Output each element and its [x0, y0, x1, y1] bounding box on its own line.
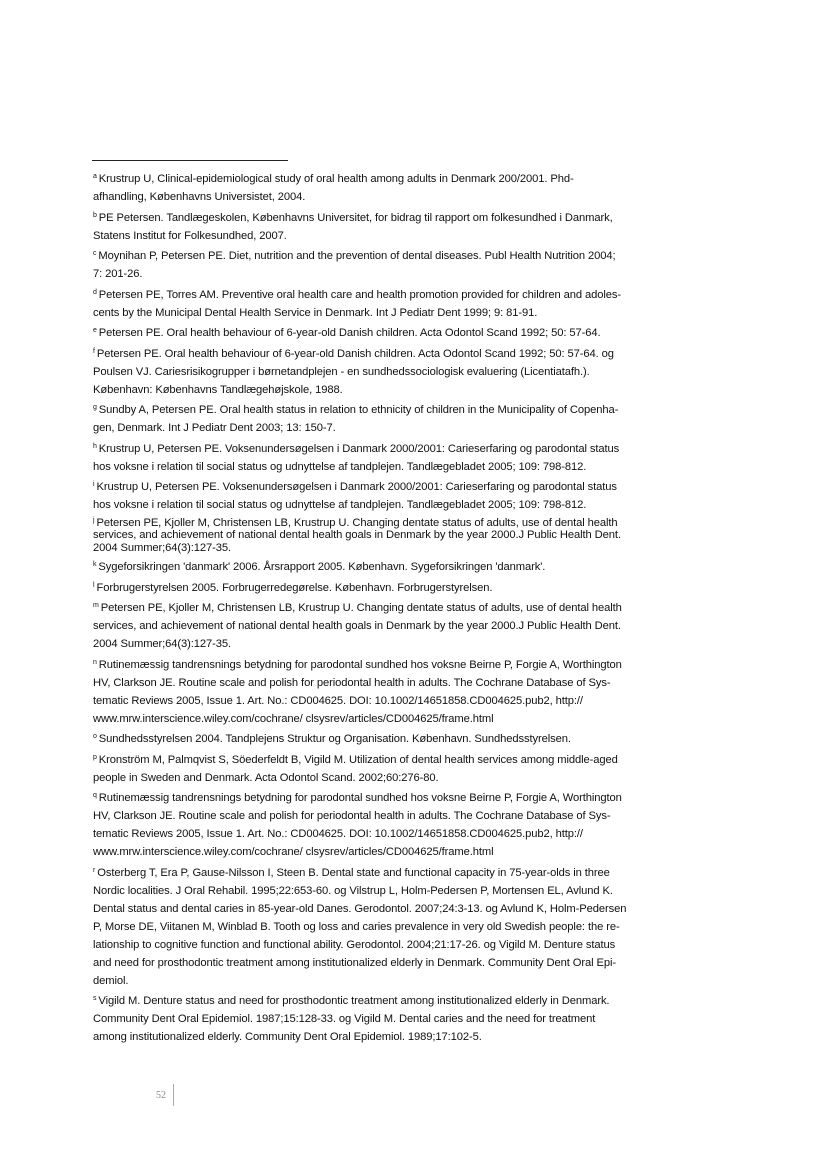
- footnote-line: www.mrw.interscience.wiley.com/cochrane/ clsysrev/articles/CD004625/frame.html: [93, 846, 494, 858]
- footnote-line: services, and achievement of national dental health goals in Denmark by the year 2000.J Public Health Dent.: [93, 620, 621, 632]
- footnote-line: Sygeforsikringen 'danmark' 2006. Årsrapport 2005. København. Sygeforsikringen 'danmark'.: [98, 561, 546, 573]
- footnote-a: [93, 170, 703, 206]
- footnote-marker: l: [93, 581, 95, 589]
- footnote-b: [93, 209, 703, 245]
- footnote-line: and need for prosthodontic treatment among institutionalized elderly in Denmark. Community Dent Oral Epi-: [93, 956, 617, 969]
- footnote-line: Krustrup U, Clinical-epidemiological study of oral health among adults in Denmark 200/2001. Phd-: [98, 173, 574, 185]
- footnote-marker: j: [93, 516, 95, 524]
- footnote-p: [93, 751, 703, 787]
- footnote-line: demiol.: [93, 974, 129, 987]
- footnote-i: [93, 478, 703, 514]
- footnote-line: HV, Clarkson JE. Routine scale and polish for periodontal health in adults. The Cochrane Database of Sys-: [93, 810, 611, 822]
- footnote-line: Petersen PE. Oral health behaviour of 6-year-old Danish children. Acta Odontol Scand 1992; 50: 57-64. og: [96, 347, 614, 360]
- footnote-marker: a: [93, 173, 97, 180]
- footnote-marker: m: [93, 602, 99, 609]
- footnote-line: people in Sweden and Denmark. Acta Odontol Scand. 2002;60:276-80.: [93, 771, 439, 784]
- footnote-line: cents by the Municipal Dental Health Service in Denmark. Int J Pediatr Dent 1999; 9: 81-91.: [93, 306, 538, 319]
- footnote-line: Krustrup U, Petersen PE. Voksenundersøgelsen i Danmark 2000/2001: Carieserfaring og parodontal status: [96, 481, 617, 493]
- footnote-marker: e: [93, 327, 97, 334]
- footnote-q: [93, 789, 703, 861]
- footnote-line: Petersen PE, Torres AM. Preventive oral health care and health promotion provided for children and adoles-: [98, 288, 621, 301]
- footnote-line: Forbrugerstyrelsen 2005. Forbrugerredegørelse. København. Forbrugerstyrelsen.: [96, 581, 493, 594]
- page-number: 52: [156, 1090, 166, 1101]
- footnote-line: Osterberg T, Era P, Gause-Nilsson I, Steen B. Dental state and functional capacity in 75-year-olds in three: [97, 866, 610, 879]
- footnote-line: Kronström M, Palmqvist S, Söederfeldt B, Vigild M. Utilization of dental health services among middle-aged: [98, 753, 618, 766]
- footnote-marker: p: [93, 753, 97, 761]
- footnote-marker: r: [93, 866, 96, 874]
- footnote-line: 7: 201-26.: [93, 268, 143, 280]
- footnotes-list: [93, 170, 703, 1049]
- footnote-line: hos voksne i relation til social status og udnyttelse af tandplejen. Tandlægebladet 2005; 109: 798-812.: [93, 460, 587, 473]
- footnote-line: 2004 Summer;64(3):127-35.: [93, 541, 232, 554]
- footnote-line: Sundby A, Petersen PE. Oral health status in relation to ethnicity of children in the Municipality of Copenha-: [98, 404, 619, 416]
- footnote-marker: h: [93, 442, 97, 450]
- footnote-line: www.mrw.interscience.wiley.com/cochrane/ clsysrev/articles/CD004625/frame.html: [93, 712, 494, 725]
- footnote-f: [93, 345, 703, 399]
- footnote-line: gen, Denmark. Int J Pediatr Dent 2003; 13: 150-7.: [93, 422, 336, 434]
- footnote-line: services, and achievement of national dental health goals in Denmark by the year 2000.J Public Health Dent.: [93, 529, 621, 541]
- footnote-marker: b: [93, 211, 97, 219]
- footnote-m: [93, 599, 703, 653]
- footnote-g: [93, 401, 703, 437]
- footnote-line: Dental status and dental caries in 85-year-old Danes. Gerodontol. 2007;24:3-13. og Avlund K, Holm-Pedersen: [93, 902, 627, 915]
- footnote-line: P, Morse DE, Viitanen M, Winblad B. Tooth og loss and caries prevalence in very old Swedish people: the re-: [93, 920, 620, 933]
- footnote-c: [93, 247, 703, 283]
- footnote-s: [93, 992, 703, 1046]
- footnote-h: [93, 440, 703, 476]
- footnote-line: Sundhedsstyrelsen 2004. Tandplejens Struktur og Organisation. København. Sundhedsstyrelsen.: [98, 733, 571, 745]
- footnote-line: 2004 Summer;64(3):127-35.: [93, 638, 232, 650]
- footnote-line: lationship to cognitive function and functional ability. Gerodontol. 2004;21:17-26. og Vigild M. Denture status: [93, 938, 616, 951]
- footnote-line: afhandling, Københavns Universistet, 2004.: [93, 191, 306, 203]
- footnote-line: tematic Reviews 2005, Issue 1. Art. No.: CD004625. DOI: 10.1002/14651858.CD004625.pub2, http://: [93, 828, 583, 840]
- footnote-marker: f: [93, 347, 95, 355]
- footnote-d: [93, 286, 703, 322]
- footnote-line: Nordic localities. J Oral Rehabil. 1995;22:653-60. og Vilstrup L, Holm-Pedersen P, Mortensen EL, Avlund K.: [93, 884, 613, 897]
- footnote-line: Moynihan P, Petersen PE. Diet, nutrition and the prevention of dental diseases. Publ Health Nutrition 2004;: [98, 250, 616, 262]
- footnote-marker: g: [93, 404, 97, 411]
- footnote-line: Rutinemæssig tandrensnings betydning for parodontal sundhed hos voksne Beirne P, Forgie A, Worthington: [98, 658, 622, 671]
- footnote-line: HV, Clarkson JE. Routine scale and polish for periodontal health in adults. The Cochrane Database of Sys-: [93, 676, 611, 689]
- footnote-o: [93, 730, 703, 748]
- footnote-marker: n: [93, 658, 97, 666]
- footnote-marker: c: [93, 250, 97, 257]
- footnote-line: Petersen PE, Kjoller M, Christensen LB, Krustrup U. Changing dentate status of adults, use of dental health: [100, 602, 622, 614]
- footnote-line: Krustrup U, Petersen PE. Voksenundersøgelsen i Danmark 2000/2001: Carieserfaring og parodontal status: [98, 442, 620, 455]
- footnote-line: Petersen PE. Oral health behaviour of 6-year-old Danish children. Acta Odontol Scand 1992; 50: 57-64.: [98, 327, 601, 339]
- footnote-line: among institutionalized elderly. Community Dent Oral Epidemiol. 1989;17:102-5.: [93, 1031, 482, 1043]
- footnote-marker: d: [93, 288, 97, 296]
- footnote-e: [93, 324, 703, 342]
- footnote-line: PE Petersen. Tandlægeskolen, Københavns Universitet, for bidrag til rapport om folkesundhed i Danmark,: [98, 211, 613, 224]
- footnote-separator-rule: [92, 160, 288, 161]
- footnote-marker: i: [93, 481, 95, 488]
- footnote-line: hos voksne i relation til social status og udnyttelse af tandplejen. Tandlægebladet 2005; 109: 798-812.: [93, 499, 587, 511]
- footnote-marker: s: [93, 995, 97, 1002]
- page-number-divider: [173, 1084, 174, 1106]
- footnote-marker: q: [93, 792, 97, 799]
- footnote-line: Vigild M. Denture status and need for prosthodontic treatment among institutionalized elderly in Denmark.: [98, 995, 610, 1007]
- footnote-line: Poulsen VJ. Cariesrisikogrupper i børnetandplejen - en sundhedssociologisk evaluering (Licentiatafh.).: [93, 365, 590, 378]
- footnote-marker: k: [93, 561, 97, 568]
- footnote-l: [93, 579, 703, 597]
- footnote-k: [93, 558, 703, 576]
- footnote-marker: o: [93, 733, 97, 740]
- footnote-line: København: Københavns Tandlægehøjskole, 1988.: [93, 383, 343, 396]
- footnote-line: Community Dent Oral Epidemiol. 1987;15:128-33. og Vigild M. Dental caries and the need for treatment: [93, 1013, 596, 1025]
- footnote-line: Statens Institut for Folkesundhed, 2007.: [93, 229, 287, 242]
- footnote-n: [93, 656, 703, 728]
- footnote-line: Rutinemæssig tandrensnings betydning for parodontal sundhed hos voksne Beirne P, Forgie A, Worthington: [98, 792, 622, 804]
- footnote-line: tematic Reviews 2005, Issue 1. Art. No.: CD004625. DOI: 10.1002/14651858.CD004625.pub2, http://: [93, 694, 583, 707]
- footnote-line: Petersen PE, Kjoller M, Christensen LB, Krustrup U. Changing dentate status of adults, use of dental health: [96, 516, 618, 529]
- footnote-j: [93, 517, 703, 555]
- footnote-r: [93, 864, 703, 990]
